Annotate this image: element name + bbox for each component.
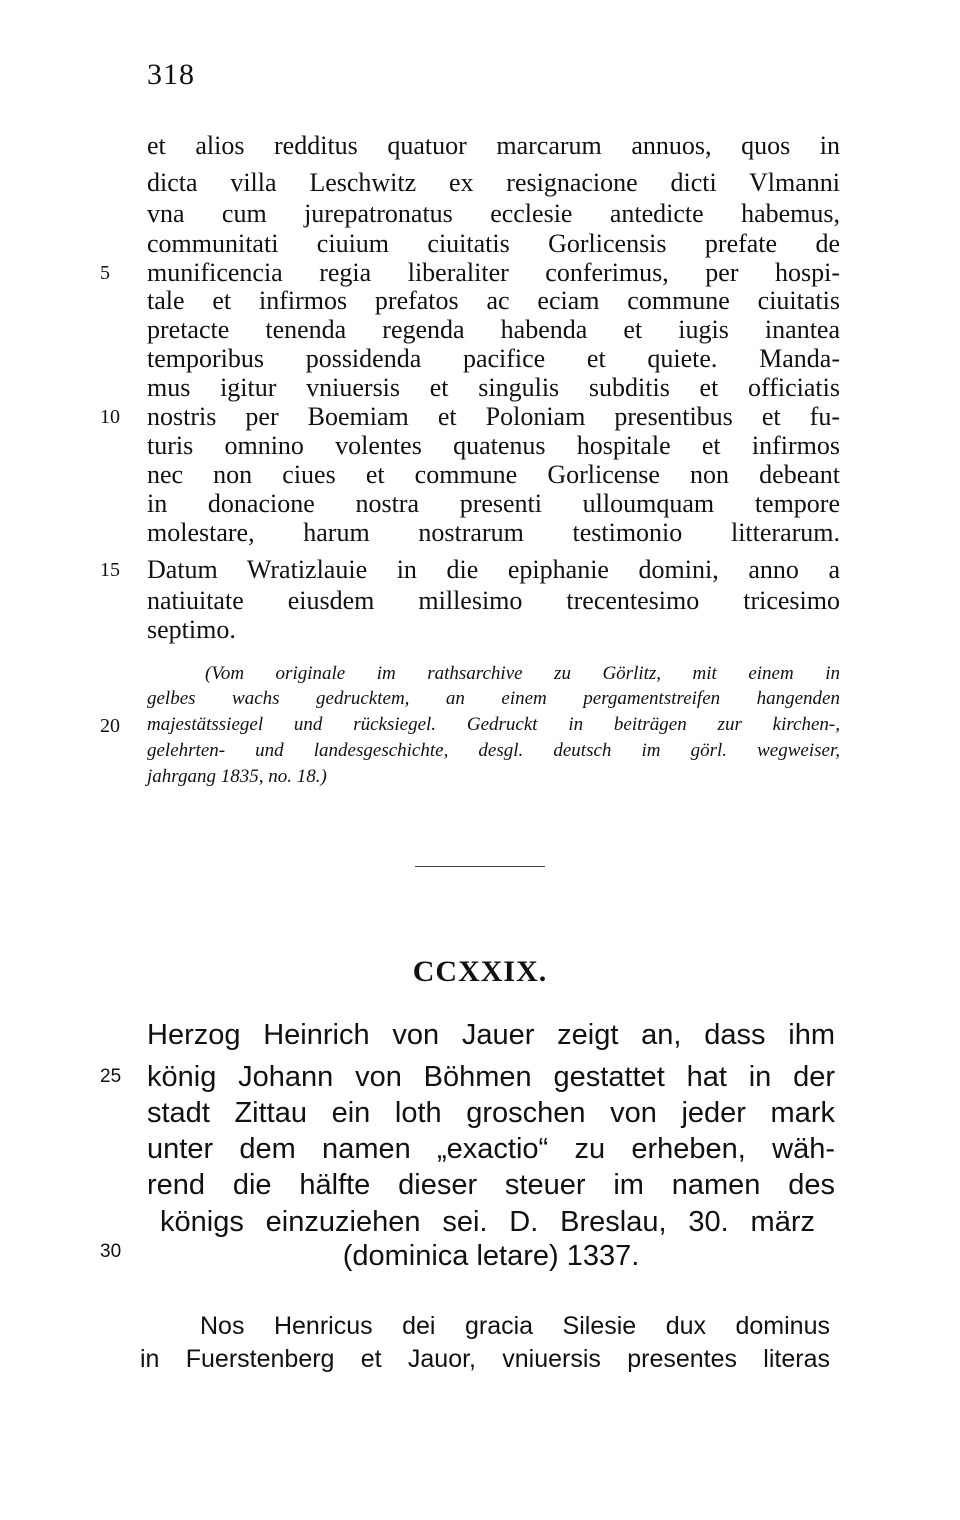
- line-number: 25: [100, 1066, 122, 1087]
- regest-line: königs einzuziehen sei. D. Breslau, 30. märz: [160, 1206, 815, 1238]
- text-line: et alios redditus quatuor marcarum annuos, quos in: [147, 131, 840, 160]
- text-line: temporibus possidenda pacifice et quiete. Manda-: [147, 344, 840, 373]
- note-line: gelbes wachs gedrucktem, an einem pergamentstreifen hangenden: [147, 688, 840, 709]
- regest-line: stadt Zittau ein loth groschen von jeder mark: [147, 1097, 835, 1129]
- note-line: gelehrten- und landesgeschichte, desgl. deutsch im görl. wegweiser,: [147, 740, 840, 761]
- note-line: (Vom originale im rathsarchive zu Görlitz, mit einem in: [205, 663, 840, 684]
- charter-line: Nos Henricus dei gracia Silesie dux dominus: [200, 1312, 830, 1340]
- text-line: vna cum jurepatronatus ecclesie antedicte habemus,: [147, 199, 840, 228]
- text-line: septimo.: [147, 615, 236, 644]
- text-line: dicta villa Leschwitz ex resignacione dicti Vlmanni: [147, 168, 840, 197]
- text-line: molestare, harum nostrarum testimonio litterarum.: [147, 518, 840, 547]
- text-line: in donacione nostra presenti ulloumquam tempore: [147, 489, 840, 518]
- note-line: jahrgang 1835, no. 18.): [147, 766, 327, 787]
- text-line: Datum Wratizlauie in die epiphanie domini, anno a: [147, 555, 840, 584]
- regest-line: unter dem namen „exactio“ zu erheben, wäh-: [147, 1133, 835, 1165]
- text-line: tale et infirmos prefatos ac eciam commune ciuitatis: [147, 286, 840, 315]
- text-line: natiuitate eiusdem millesimo trecentesimo tricesimo: [147, 586, 840, 615]
- page-number: 318: [147, 58, 195, 91]
- note-line: majestätssiegel und rücksiegel. Gedruckt in beiträgen zur kirchen-,: [147, 714, 840, 735]
- regest-line: könig Johann von Böhmen gestattet hat in der: [147, 1061, 835, 1093]
- line-number: 5: [100, 262, 110, 284]
- text-line: pretacte tenenda regenda habenda et iugis inantea: [147, 315, 840, 344]
- regest-line: rend die hälfte dieser steuer im namen des: [147, 1169, 835, 1201]
- section-divider: [415, 866, 545, 867]
- line-number: 15: [100, 559, 120, 581]
- line-number: 10: [100, 406, 120, 428]
- text-line: munificencia regia liberaliter conferimus, per hospi-: [147, 258, 840, 287]
- text-line: turis omnino volentes quatenus hospitale et infirmos: [147, 431, 840, 460]
- text-line: nec non ciues et commune Gorlicense non debeant: [147, 460, 840, 489]
- text-line: communitati ciuium ciuitatis Gorlicensis prefate de: [147, 229, 840, 258]
- charter-line: in Fuerstenberg et Jauor, vniuersis presentes literas: [140, 1345, 830, 1373]
- line-number: 30: [100, 1241, 122, 1262]
- regest-line: (dominica letare) 1337.: [342, 1240, 640, 1272]
- text-line: mus igitur vniuersis et singulis subditis et officiatis: [147, 373, 840, 402]
- regest-line: Herzog Heinrich von Jauer zeigt an, dass ihm: [147, 1019, 835, 1051]
- document-number: CCXXIX.: [412, 955, 548, 988]
- text-line: nostris per Boemiam et Poloniam presentibus et fu-: [147, 402, 840, 431]
- line-number: 20: [100, 715, 120, 737]
